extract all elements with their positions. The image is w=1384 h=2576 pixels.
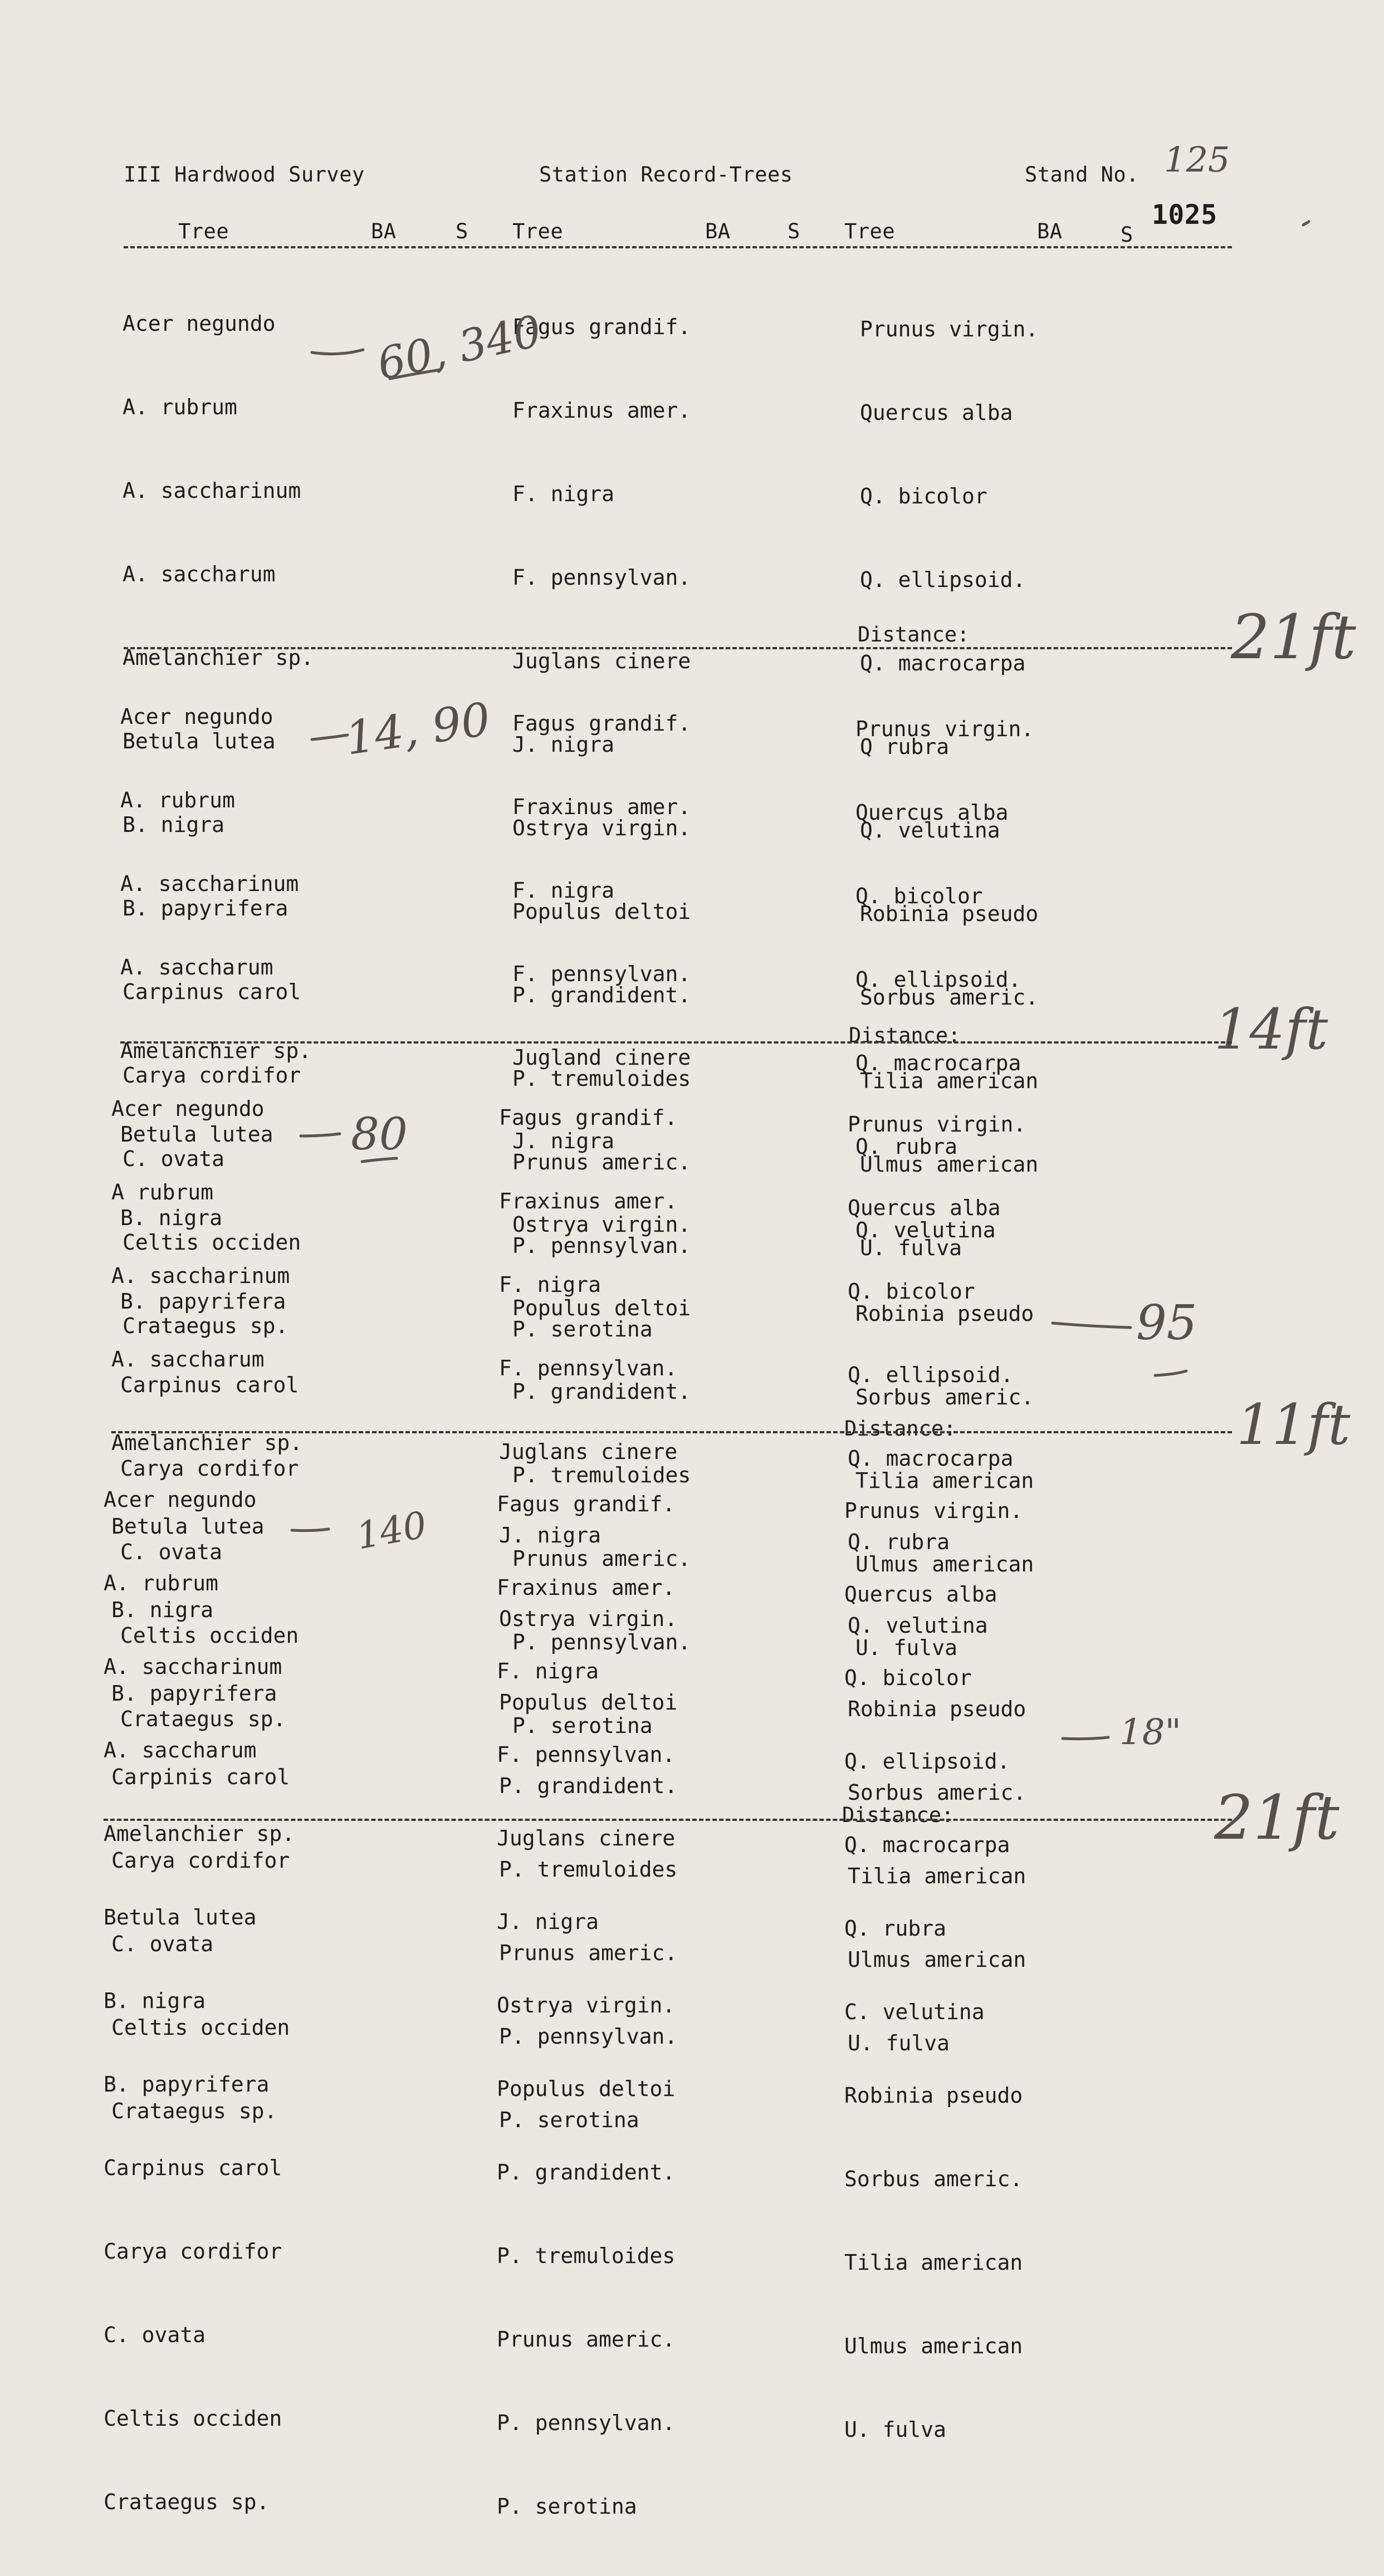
col1-s-heading: S <box>456 219 468 243</box>
species-entry: Amelanchier sp. <box>120 1039 312 1063</box>
species-entry: F. pennsylvan. <box>512 565 691 590</box>
species-entry: Ostrya virgin. <box>512 1212 691 1237</box>
species-entry: Sorbus americ. <box>848 1780 1026 1805</box>
species-entry: P. tremuloides <box>512 1463 691 1487</box>
species-entry: C. velutina <box>844 2000 985 2024</box>
species-entry: P. grandident. <box>499 1774 678 1798</box>
species-entry: Quercus alba <box>855 800 1009 825</box>
species-entry: Q. rubra <box>855 1134 958 1159</box>
species-entry: Celtis occiden <box>104 2406 282 2431</box>
species-entry: Jugland cinere <box>512 1045 691 1070</box>
species-entry: Q. macrocarpa <box>844 1833 1010 1857</box>
species-entry: A. saccharinum <box>120 871 299 896</box>
species-entry: Tilia american <box>844 2250 1023 2275</box>
species-entry: Fagus grandif. <box>512 315 691 339</box>
col2-s-heading: S <box>788 219 800 243</box>
species-entry: Q. ellipsoid. <box>844 1749 1010 1774</box>
species-entry: Q. bicolor <box>855 884 983 908</box>
stand-sub-number: 1025 <box>1152 199 1217 231</box>
species-entry: P. tremuloides <box>512 1066 691 1091</box>
species-entry: F. nigra <box>499 1272 601 1297</box>
col2-ba-heading: BA <box>705 219 731 243</box>
species-entry: P. serotina <box>497 2494 637 2519</box>
species-entry: Ulmus american <box>860 1152 1039 1177</box>
species-entry: Ostrya virgin. <box>499 1607 678 1631</box>
col3-s-heading: S <box>1121 223 1133 247</box>
species-entry: Crataegus sp. <box>123 1314 288 1338</box>
species-entry: Amelanchier sp. <box>123 645 314 670</box>
species-entry: P. tremuloides <box>497 2244 676 2268</box>
species-entry: B. papyrifera <box>120 1289 286 1314</box>
distance-value: 11ft <box>1236 1392 1351 1457</box>
species-entry: Carya cordifor <box>111 1848 290 1873</box>
species-entry: A. rubrum <box>123 395 237 419</box>
species-entry: B. papyrifera <box>111 1681 277 1706</box>
distance-label: Distance: <box>858 623 970 647</box>
species-entry: Fagus grandif. <box>497 1492 676 1516</box>
species-entry: A. saccharinum <box>111 1263 290 1288</box>
species-entry: Fagus grandif. <box>512 711 691 736</box>
species-entry: Prunus americ. <box>512 1150 691 1174</box>
species-entry: A. rubrum <box>104 1571 218 1595</box>
species-entry: P. serotina <box>499 2108 639 2132</box>
species-entry: Prunus virgin. <box>860 317 1039 341</box>
species-entry: C. ovata <box>111 1932 214 1956</box>
species-entry: F. nigra <box>497 1659 599 1683</box>
handwritten-note: 140 <box>353 1503 430 1558</box>
species-entry: F. nigra <box>512 482 615 506</box>
species-entry: B. nigra <box>123 812 225 837</box>
species-entry: Populus deltoi <box>497 2077 676 2101</box>
species-entry: Acer negundo <box>111 1096 265 1121</box>
species-entry: U. fulva <box>860 1236 962 1260</box>
species-entry: Robinia pseudo <box>844 2083 1023 2108</box>
species-entry: Juglans cinere <box>497 1826 676 1850</box>
species-entry: Q. bicolor <box>860 484 987 508</box>
distance-value: 21ft <box>1214 1782 1339 1853</box>
species-entry: Sorbus americ. <box>860 985 1039 1010</box>
species-entry: F. nigra <box>512 878 615 903</box>
species-entry: Populus deltoi <box>512 1296 691 1320</box>
species-entry: A. rubrum <box>120 788 235 812</box>
species-entry: Tilia american <box>855 1468 1034 1493</box>
distance-label: Distance: <box>849 1023 961 1047</box>
species-entry: P. grandident. <box>512 983 691 1007</box>
species-entry: Fraxinus amer. <box>512 795 691 819</box>
species-entry: J. nigra <box>512 1129 615 1153</box>
species-entry: Quercus alba <box>860 400 1013 425</box>
species-entry: Carya cordifor <box>123 1063 301 1088</box>
col3-tree-heading: Tree <box>844 219 896 243</box>
species-entry: Carpinus carol <box>120 1373 299 1397</box>
species-entry: Betula lutea <box>120 1122 273 1147</box>
species-entry: B. nigra <box>120 1206 223 1230</box>
species-entry: A rubrum <box>111 1180 214 1204</box>
species-entry: Prunus virgin. <box>855 717 1034 741</box>
species-entry: Crataegus sp. <box>111 2099 277 2123</box>
distance-label: Distance: <box>844 1417 956 1441</box>
species-entry: Acer negundo <box>123 311 276 336</box>
species-entry: A. saccharum <box>120 955 273 980</box>
species-entry: B. nigra <box>104 1989 206 2013</box>
handwritten-note: 14, 90 <box>342 693 494 766</box>
species-entry: U. fulva <box>844 2417 947 2442</box>
species-entry: Celtis occiden <box>123 1230 301 1255</box>
handwritten-note: 80 <box>351 1108 408 1160</box>
species-entry: P. pennsylvan. <box>499 2024 678 2049</box>
species-entry: Fraxinus amer. <box>499 1189 678 1213</box>
species-entry: F. pennsylvan. <box>497 1742 676 1767</box>
species-entry: Ostrya virgin. <box>512 816 691 840</box>
handwritten-note-2: 95 <box>1136 1295 1197 1351</box>
species-entry: B. papyrifera <box>104 2072 270 2097</box>
species-entry: Fraxinus amer. <box>497 1575 676 1600</box>
species-entry: Crataegus sp. <box>104 2490 270 2514</box>
species-entry: C. ovata <box>123 1147 225 1171</box>
species-entry: Tilia american <box>860 1069 1039 1093</box>
species-entry: Ulmus american <box>855 1552 1034 1576</box>
species-entry: Q. rubra <box>848 1530 950 1554</box>
species-entry: J. nigra <box>499 1523 601 1547</box>
species-entry: Fagus grandif. <box>499 1105 678 1130</box>
species-entry: A. saccharum <box>104 1738 257 1762</box>
species-entry: B. papyrifera <box>123 896 288 920</box>
species-entry: J. nigra <box>512 732 615 757</box>
species-entry: Juglans cinere <box>499 1439 678 1464</box>
species-entry: Acer negundo <box>104 1487 257 1512</box>
species-entry: Robinia pseudo <box>855 1301 1034 1326</box>
species-entry: Populus deltoi <box>499 1690 678 1715</box>
col3-ba-heading: BA <box>1037 219 1063 243</box>
species-entry: Robinia pseudo <box>848 1697 1026 1721</box>
species-entry: Q. ellipsoid. <box>860 567 1026 592</box>
species-entry: Prunus americ. <box>512 1546 691 1571</box>
species-entry: Acer negundo <box>120 704 273 729</box>
species-entry: Q. velutina <box>855 1218 996 1242</box>
species-entry: U. fulva <box>848 2031 950 2055</box>
species-entry: Populus deltoi <box>512 899 691 924</box>
species-entry: Q rubra <box>860 734 950 759</box>
species-entry: Tilia american <box>848 1864 1026 1888</box>
species-entry: Q. ellipsoid. <box>848 1363 1014 1387</box>
species-entry: Crataegus sp. <box>120 1707 286 1731</box>
distance-label: Distance: <box>842 1803 954 1827</box>
species-entry: Prunus americ. <box>499 1941 678 1965</box>
species-entry: Amelanchier sp. <box>111 1431 303 1455</box>
stand-label: Stand No. <box>1025 163 1139 187</box>
species-entry: Juglans cinere <box>512 649 691 673</box>
species-entry: P. grandident. <box>512 1379 691 1404</box>
species-entry: F. pennsylvan. <box>512 962 691 986</box>
species-entry: Prunus americ. <box>497 2327 676 2352</box>
species-entry: P. pennsylvan. <box>497 2411 676 2435</box>
stand-number: 125 <box>1164 139 1230 180</box>
record-title: Station Record-Trees <box>539 163 793 187</box>
handwritten-note: 60, 340 <box>373 306 546 390</box>
species-entry: A. saccharinum <box>104 1654 282 1679</box>
species-entry: P. tremuloides <box>499 1857 678 1882</box>
species-entry: Q. macrocarpa <box>855 1051 1021 1075</box>
species-entry: Fraxinus amer. <box>512 398 691 423</box>
species-entry: A. saccharum <box>111 1347 265 1372</box>
survey-title: III Hardwood Survey <box>124 163 365 187</box>
species-entry: F. pennsylvan. <box>499 1356 678 1380</box>
species-entry: P. serotina <box>512 1713 653 1738</box>
species-entry: Carya cordifor <box>120 1456 299 1481</box>
species-entry: Q. macrocarpa <box>848 1446 1014 1471</box>
species-entry: Carpinus carol <box>123 980 301 1004</box>
species-entry: Robinia pseudo <box>860 902 1039 926</box>
species-entry: A. saccharinum <box>123 478 301 503</box>
species-entry: Q. rubra <box>844 1916 947 1941</box>
species-entry: U. fulva <box>855 1635 958 1660</box>
species-entry: Betula lutea <box>123 729 276 753</box>
species-entry: Q. velutina <box>860 818 1000 843</box>
distance-value: 14ft <box>1214 997 1328 1062</box>
species-entry: Prunus virgin. <box>848 1112 1026 1137</box>
species-entry: Q. macrocarpa <box>860 651 1026 675</box>
species-entry: Q. bicolor <box>844 1666 972 1690</box>
species-entry: Quercus alba <box>844 1582 997 1607</box>
species-entry: P. pennsylvan. <box>512 1630 691 1654</box>
species-entry: P. serotina <box>512 1317 653 1341</box>
species-entry: Celtis occiden <box>111 2015 290 2040</box>
species-entry: J. nigra <box>497 1909 599 1934</box>
species-entry: Carya cordifor <box>104 2239 282 2264</box>
species-entry: B. nigra <box>111 1598 214 1622</box>
species-entry: Q. ellipsoid. <box>855 967 1021 992</box>
species-entry: Sorbus americ. <box>855 1385 1034 1409</box>
species-entry: Prunus virgin. <box>844 1498 1023 1523</box>
species-entry: Quercus alba <box>848 1196 1001 1220</box>
col1-ba-heading: BA <box>371 219 397 243</box>
species-entry: Betula lutea <box>111 1514 265 1539</box>
species-entry: Ostrya virgin. <box>497 1993 676 2017</box>
col1-tree-heading: Tree <box>178 219 229 243</box>
species-entry: P. grandident. <box>497 2160 676 2185</box>
species-entry: Ulmus american <box>848 1947 1026 1972</box>
species-entry: Sorbus americ. <box>844 2167 1023 2191</box>
species-entry: Amelanchier sp. <box>104 1821 295 1846</box>
species-entry: Betula lutea <box>104 1905 257 1929</box>
species-entry: Carpinus carol <box>104 2156 282 2180</box>
species-entry: Ulmus american <box>844 2334 1023 2358</box>
col2-tree-heading: Tree <box>512 219 564 243</box>
species-entry: C. ovata <box>104 2323 206 2347</box>
handwritten-note-2: 18" <box>1119 1712 1181 1753</box>
species-entry: C. ovata <box>120 1540 223 1564</box>
species-entry: A. saccharum <box>123 562 276 586</box>
species-entry: P. pennsylvan. <box>512 1233 691 1258</box>
species-entry: Celtis occiden <box>120 1623 299 1648</box>
species-entry: Carpinis carol <box>111 1765 290 1789</box>
species-entry: Q. bicolor <box>848 1279 975 1304</box>
species-entry: Q. velutina <box>848 1613 988 1638</box>
distance-value: 21ft <box>1231 601 1356 673</box>
